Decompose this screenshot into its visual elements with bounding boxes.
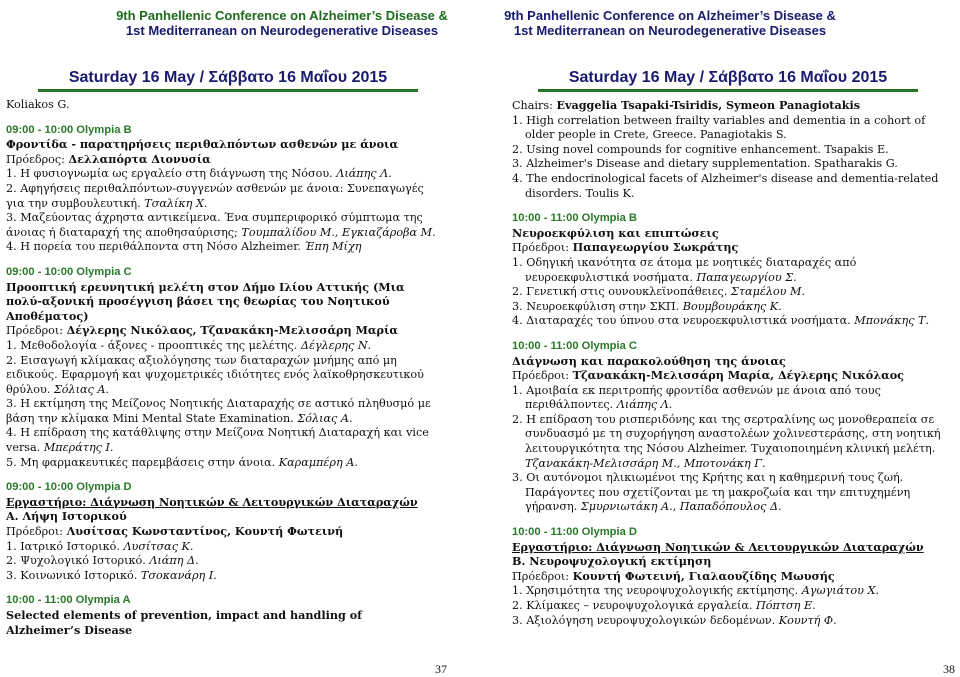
talk-item: 4. Η πορεία του περιθάλποντα στη Νόσο Alzheimer. Έπη Μίχη (6, 240, 362, 254)
header-title-2: Mediterranean on Neurodegenerative Diseases (532, 23, 827, 38)
talk-item: 2. Using novel compounds for cognitive enhancement. Tsapakis E. (512, 142, 889, 156)
talk-item: 3. Μαζεύοντας άχρηστα αντικείμενα. Ένα συμπεριφορικό σύμπτωμα της άνοιας ή διαταραχή της αποθησαύρισης; Τουμπαλίδου Μ., Εγκιαζάροβα Μ. (6, 211, 436, 239)
session-title: Προοπτική ερευνητική μελέτη στον Δήμο Ιλίου Αττικής (Μια πολύ-αξονική προσέγγιση βάσει της θεωρίας του Νοητικού Αποθέματος) (6, 279, 405, 323)
session-subtitle: Β. Νευροψυχολογική εκτίμηση (512, 554, 712, 569)
session-chair: Πρόεδροι: Δέγλερης Νικόλαος, Τζανακάκη-Μελισσάρη Μαρία (6, 323, 398, 338)
session-chair: Πρόεδροι: Παπαγεωργίου Σωκράτης (512, 240, 739, 255)
session-time: 10:00 - 11:00 Olympia B (512, 212, 637, 225)
talk-item: 2. Κλίμακες – νευροψυχολογικά εργαλεία. Πόπτση Ε. (512, 599, 816, 612)
date-heading (38, 67, 418, 90)
talk-item: 3. Κοινωνικό Ιστορικό. Τσοκανάρη Ι. (6, 568, 217, 582)
header-edition-1: 9th (504, 8, 524, 23)
conference-header (500, 8, 840, 38)
session-title: Εργαστήριο: Διάγνωση Νοητικών & Λειτουργικών Διαταραχών (6, 494, 418, 509)
talk-item: 1. High correlation between frailty variables and dementia in a cohort of older people in Crete, Greece. Panagiotakis S. (512, 113, 926, 142)
session-title: Selected elements of prevention, impact and handling of Alzheimer’s Disease (6, 608, 362, 637)
session-time: 09:00 - 10:00 Olympia C (6, 265, 132, 278)
talk-item: 2. Η επίδραση του ρισπεριδόνης και της σερτραλίνης ως μονοθεραπεία σε συνδυασμό με τη συχορήγηση αναστολέων χολινεστεράσης, στη νοητική λειτουργικότητα της Νόσου Alzheimer. Τυχαιοποιημένη κλινική μελέτη. Τζανακάκη-Μελισσάρη Μ., Μποτονάκη Γ. (512, 412, 941, 470)
talk-item: 1. Ιατρικό Ιστορικό. Λυσίτσας Κ. (6, 539, 194, 553)
talk-item: 2. Αφηγήσεις περιθαλπόντων-συγγενών ασθενών με άνοια: Συνεπαγωγές για την συμβουλευτική. Τσαλίκη Χ. (6, 181, 424, 210)
session-chair: Πρόεδροι: Τζανακάκη-Μελισσάρη Μαρία, Δέγλερης Νικόλαος (512, 368, 904, 383)
talk-item: 4. Η επίδραση της κατάθλιψης στην Μείζονα Νοητική Διαταραχή και vice versa. Μπεράτης Ι. (6, 426, 429, 455)
date-text: Saturday 16 May / Σάββατο 16 Μαΐου 2015 (568, 69, 888, 86)
session-time: 10:00 - 11:00 Olympia A (6, 594, 131, 607)
talk-item: 1. Μεθοδολογία - άξονες - προοπτικές της μελέτης. Δέγλερης Ν. (6, 338, 372, 352)
session-chair: Πρόεδροι: Λυσίτσας Κωνσταντίνος, Κουντή Φωτεινή (6, 524, 344, 539)
page-number: 38 (943, 662, 955, 676)
talk-item: 1. Χρησιμότητα της νευροψυχολογικής εκτίμησης. Αγωγιάτου Χ. (512, 584, 880, 598)
talk-item: 5. Μη φαρμακευτικές παρεμβάσεις στην άνοια. Καραμπέρη Α. (6, 455, 358, 469)
talk-item: 2. Γενετική στις ουνουκλεϊνοπάθειες. Σταμέλου Μ. (512, 285, 806, 299)
session-time: 09:00 - 10:00 Olympia B (6, 123, 132, 136)
date-text: Saturday 16 May / Σάββατο 16 Μαΐου 2015 (68, 69, 388, 86)
session-time: 10:00 - 11:00 Olympia D (512, 526, 637, 539)
left-content (6, 98, 440, 637)
session-time: 10:00 - 11:00 Olympia C (512, 339, 637, 352)
talk-item: 1. Η φυσιογνωμία ως εργαλείο στη διάγνωση της Νόσου. Λιάπης Λ. (6, 167, 392, 181)
talk-item: 3. Η εκτίμηση της Μείζονος Νοητικής Διαταραχής σε αστικό πληθυσμό με βάση την κλίμακα Mini Mental State Examination. Σόλιας Α. (6, 397, 431, 425)
header-edition-2: 1st (513, 23, 533, 38)
talk-item: 3. Οι αυτόνομοι ηλικιωμένοι της Κρήτης και η καθημερινή τους ζωή. Παράγοντες που σχετίζονται με τη μακροζωία και την επιτυχημένη γήρανση. Σμυρνιωτάκη Α., Παπαδόπουλος Δ. (512, 471, 911, 514)
session-title: Νευροεκφύλιση και επιπτώσεις (512, 225, 719, 240)
conference-header (112, 8, 452, 38)
talk-item: 3. Νευροεκφύλιση στην ΣΚΠ. Βουμβουράκης Κ. (512, 299, 782, 313)
right-page (480, 0, 960, 677)
header-edition-1: 9th (116, 8, 136, 23)
session-title: Διάγνωση και παρακολούθηση της άνοιας (512, 353, 786, 368)
talk-item: 4. The endocrinological facets of Alzheimer's disease and dementia-related disorders. Toulis K. (512, 171, 939, 200)
talk-item: 2. Ψυχολογικό Ιστορικό. Λιάπη Δ. (6, 554, 199, 568)
date-rule (38, 90, 418, 92)
session-chair: Πρόεδροι: Κουντή Φωτεινή, Γιαλαουζίδης Μωυσής (512, 568, 835, 583)
date-heading (538, 67, 918, 90)
header-title-1: Panhellenic Conference on Alzheimer’s Disease & (135, 8, 448, 23)
author-line: Koliakos G. (6, 98, 70, 111)
session-title: Φροντίδα - παρατηρήσεις περιθαλπόντων ασθενών με άνοια (6, 137, 399, 152)
session-subtitle: Α. Λήψη Ιστορικού (6, 509, 127, 524)
date-rule (538, 90, 918, 92)
header-title-1: Panhellenic Conference on Alzheimer’s Disease & (523, 8, 836, 23)
talk-item: 3. Alzheimer's Disease and dietary supplementation. Spatharakis G. (512, 157, 898, 171)
talk-item: 1. Αμοιβαία εκ περιτροπής φροντίδα ασθενών με άνοια από τους περιθάλποντες. Λιάπης Λ. (512, 383, 881, 412)
right-content (512, 98, 958, 628)
session-chair: Πρόεδρος: Δελλαπόρτα Διονυσία (6, 151, 211, 166)
session-title: Εργαστήριο: Διάγνωση Νοητικών & Λειτουργικών Διαταραχών (512, 539, 924, 554)
talk-item: 1. Οδηγική ικανότητα σε άτομα με νοητικές διαταραχές από νευροεκφυλιστικά νοσήματα. Παπαγεωργίου Σ. (512, 255, 857, 284)
page-number: 37 (435, 662, 447, 676)
session-time: 09:00 - 10:00 Olympia D (6, 481, 132, 494)
talk-item: 2. Εισαγωγή κλίμακας αξιολόγησης των διαταραχών μνήμης από μη ειδικούς. Εφαρμογή και ψυχομετρικές ιδιότητες ενός λαϊκοθρησκευτικού θρύλου. Σόλιας Α. (6, 353, 424, 396)
header-title-2: Mediterranean on Neurodegenerative Diseases (144, 23, 439, 38)
talk-item: 3. Αξιολόγηση νευροψυχολογικών δεδομένων. Κουντή Φ. (512, 613, 837, 627)
talk-item: 4. Διαταραχές του ύπνου στα νευροεκφυλιστικά νοσήματα. Μπονάκης Τ. (512, 314, 930, 328)
header-edition-2: 1st (125, 23, 145, 38)
session-chair: Chairs: Evaggelia Tsapaki-Tsiridis, Symeon Panagiotakis (512, 98, 860, 112)
